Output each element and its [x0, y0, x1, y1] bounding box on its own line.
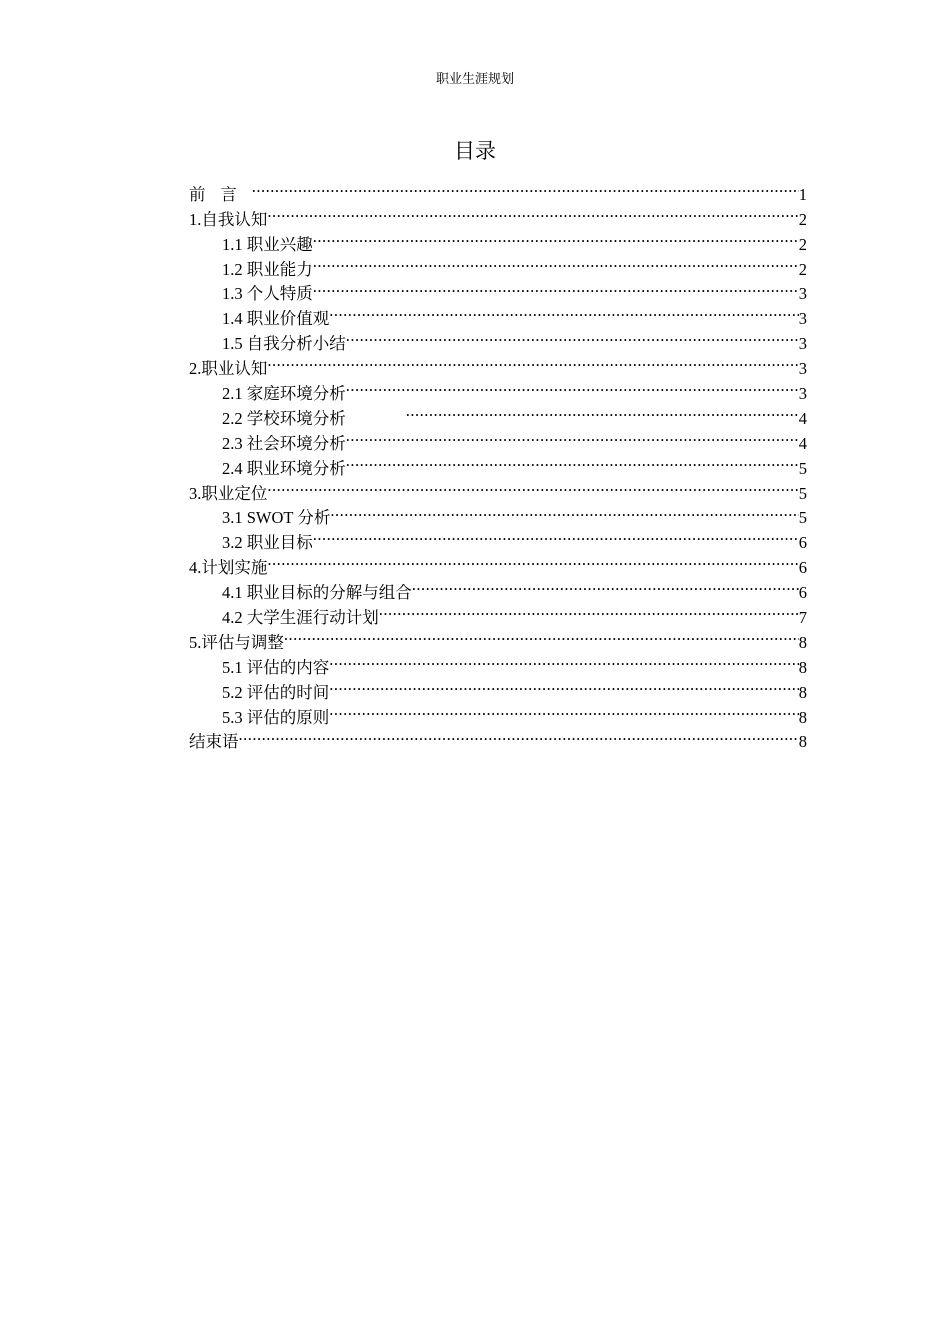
toc-entry-label: 3.1 SWOT 分析: [222, 508, 331, 528]
toc-entry-label: 4.1 职业目标的分解与组合: [222, 583, 412, 603]
toc-dot-leader: [329, 299, 799, 324]
toc-entry-page: 8: [798, 682, 807, 702]
toc-entry-label: 1.自我认知: [189, 209, 268, 229]
toc-entry-label: 5.评估与调整: [189, 632, 284, 652]
table-of-contents: [189, 175, 807, 752]
toc-entry-label: 5.2 评估的时间: [222, 682, 330, 702]
toc-entry-page: 8: [798, 657, 807, 677]
toc-dot-leader: [329, 673, 799, 698]
toc-dot-leader: [267, 200, 798, 225]
toc-entry-page: 6: [798, 558, 807, 578]
toc-entry-page: 5: [798, 483, 807, 503]
toc-entry-label: 3.2 职业目标: [222, 533, 313, 553]
toc-entry[interactable]: [189, 175, 807, 204]
running-header: 职业生涯规划: [435, 71, 514, 86]
toc-entry-page: 2: [798, 209, 807, 229]
toc-entry-page: 3: [798, 334, 807, 354]
toc-entry-page: 5: [798, 508, 807, 528]
toc-entry-page: 4: [798, 408, 807, 428]
toc-dot-leader: [329, 648, 799, 673]
toc-entry-page: 2: [798, 259, 807, 279]
toc-dot-leader: [267, 349, 798, 374]
toc-entry-page: 1: [798, 184, 807, 204]
toc-title: 目录: [454, 139, 496, 163]
toc-dot-leader: [379, 598, 799, 623]
toc-entry-label: 2.1 家庭环境分析: [222, 384, 346, 404]
toc-entry-label: 4.计划实施: [189, 558, 268, 578]
toc-dot-leader: [346, 324, 799, 349]
toc-dot-leader: [406, 399, 799, 424]
toc-dot-leader: [239, 723, 799, 748]
toc-dot-leader: [346, 374, 799, 399]
toc-entry-page: 8: [798, 707, 807, 727]
toc-dot-leader: [313, 250, 799, 275]
toc-entry[interactable]: [189, 499, 807, 528]
toc-entry-page: 3: [798, 359, 807, 379]
toc-entry-label: 2.4 职业环境分析: [222, 458, 346, 478]
toc-entry-label: 5.1 评估的内容: [222, 657, 330, 677]
toc-entry-label: 1.4 职业价值观: [222, 309, 330, 329]
toc-entry-label: 3.职业定位: [189, 483, 268, 503]
toc-dot-leader: [252, 175, 799, 200]
toc-dot-leader: [267, 474, 798, 499]
toc-entry-label: 2.2 学校环境分析: [222, 408, 346, 428]
toc-entry-page: 5: [798, 458, 807, 478]
toc-entry-page: 3: [798, 384, 807, 404]
toc-entry-label: 1.5 自我分析小结: [222, 334, 346, 354]
toc-entry-label: 1.3 个人特质: [222, 284, 313, 304]
toc-dot-leader: [330, 499, 798, 524]
toc-entry[interactable]: [189, 474, 807, 503]
toc-entry-label: 5.3 评估的原则: [222, 707, 330, 727]
toc-entry-label: 4.2 大学生涯行动计划: [222, 608, 379, 628]
toc-dot-leader: [412, 573, 799, 598]
toc-entry-page: 8: [798, 732, 807, 752]
toc-entry[interactable]: [189, 349, 807, 379]
toc-entry[interactable]: [189, 225, 807, 254]
toc-entry[interactable]: [189, 723, 807, 752]
toc-entry-page: 8: [798, 632, 807, 652]
toc-dot-leader: [267, 548, 798, 573]
toc-entry-label: 结束语: [189, 732, 239, 752]
toc-entry-page: 3: [798, 309, 807, 329]
toc-entry[interactable]: [189, 200, 807, 229]
toc-entry-label: 1.1 职业兴趣: [222, 234, 313, 254]
toc-entry-label: 2.3 社会环境分析: [222, 433, 346, 453]
toc-entry-page: 3: [798, 284, 807, 304]
toc-entry-label: 2.职业认知: [189, 359, 268, 379]
toc-dot-leader: [329, 698, 799, 723]
toc-entry-page: 7: [798, 608, 807, 628]
toc-dot-leader: [313, 275, 799, 300]
toc-entry-page: 4: [798, 433, 807, 453]
toc-entry[interactable]: [189, 548, 807, 578]
toc-entry-page: 6: [798, 533, 807, 553]
toc-dot-leader: [313, 225, 799, 250]
toc-dot-leader: [284, 623, 799, 648]
toc-entry-label: 1.2 职业能力: [222, 259, 313, 279]
toc-entry-label: 前言: [189, 184, 252, 204]
toc-entry[interactable]: [189, 374, 807, 404]
toc-dot-leader: [313, 523, 799, 548]
toc-entry-page: 6: [798, 583, 807, 603]
toc-entry[interactable]: [189, 573, 807, 603]
toc-entry-page: 2: [798, 234, 807, 254]
toc-dot-leader: [346, 424, 799, 449]
toc-dot-leader: [346, 449, 799, 474]
